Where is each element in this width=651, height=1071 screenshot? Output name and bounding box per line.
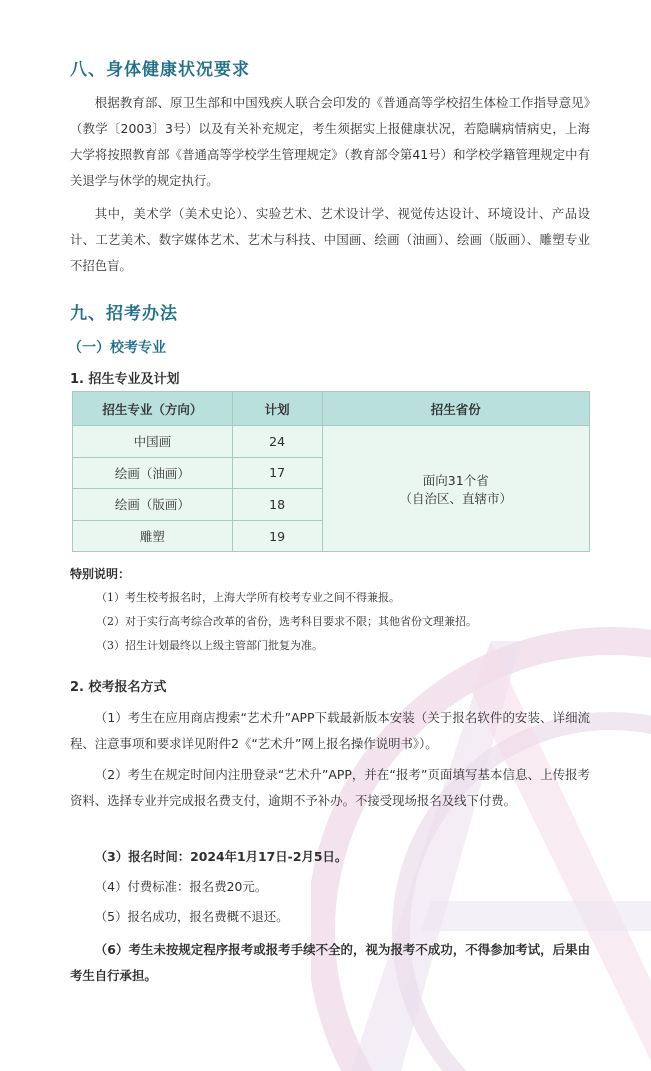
enrollment-plan-table [72, 391, 590, 552]
provinces-line-1: 面向31个省 [422, 472, 489, 488]
note-3: （3）招生计划最终以上级主管部门批复为准。 [96, 639, 323, 652]
major-cell: 中国画 [73, 426, 233, 458]
table-header-row [73, 392, 590, 426]
plan-cell: 18 [232, 489, 322, 521]
provinces-cell [322, 426, 589, 552]
registration-step-1: （1）考生在应用商店搜索“艺术升”APP下载最新版本安装（关于报名软件的安装、详细流程、注意事项和要求详见附件2《“艺术升”网上报名操作说明书》）。 [70, 710, 590, 751]
enrollment-plan-heading: 1. 招生专业及计划 [70, 372, 180, 387]
registration-step-5: （5）报名成功，报名费概不退还。 [94, 909, 289, 924]
section-8-paragraph-2: 其中，美术学（美术史论）、实验艺术、艺术设计学、视觉传达设计、环境设计、产品设计、工艺美术、数字媒体艺术、艺术与科技、中国画、绘画（油画）、绘画（版画）、雕塑专业不招色盲。 [70, 206, 590, 273]
registration-step-3: （3）报名时间：2024年1月17日-2月5日。 [94, 849, 348, 864]
major-cell: 雕塑 [73, 520, 233, 552]
major-cell: 绘画（版画） [73, 489, 233, 521]
provinces-line-2: （自治区、直辖市） [399, 490, 513, 506]
section-9-title: 九、招考办法 [70, 304, 178, 324]
major-cell: 绘画（油画） [73, 457, 233, 489]
plan-cell: 17 [232, 457, 322, 489]
registration-step-6: （6）考生未按规定程序报考或报考手续不全的，视为报考不成功，不得参加考试，后果由考生自行承担。 [70, 942, 590, 983]
note-2: （2）对于实行高考综合改革的省份，选考科目要求不限；其他省份文理兼招。 [96, 615, 477, 628]
section-8-title: 八、身体健康状况要求 [70, 60, 250, 80]
background-decoration [311, 601, 651, 1071]
header-plan: 计划 [232, 392, 322, 426]
section-8-paragraph-1: 根据教育部、原卫生部和中国残疾人联合会印发的《普通高等学校招生体检工作指导意见》（教学〔2003〕3号）以及有关补充规定，考生须据实上报健康状况，若隐瞒病情病史，上海大学将按照教育部《普通高等学校学生管理规定》（教育部令第41号）和学校学籍管理规定中有关退学与休学的规定执行。 [70, 95, 590, 188]
special-notes-title: 特别说明： [70, 567, 131, 581]
plan-cell: 24 [232, 426, 322, 458]
header-provinces: 招生省份 [322, 392, 589, 426]
registration-method-heading: 2. 校考报名方式 [70, 680, 167, 695]
registration-step-4: （4）付费标准：报名费20元。 [94, 879, 268, 894]
plan-cell: 19 [232, 520, 322, 552]
table-row [73, 426, 590, 458]
header-major: 招生专业（方向） [73, 392, 233, 426]
subsection-school-exam-majors: （一）校考专业 [68, 340, 166, 356]
note-1: （1）考生校考报名时，上海大学所有校考专业之间不得兼报。 [96, 591, 400, 604]
registration-step-2: （2）考生在规定时间内注册登录“艺术升”APP，并在“报考”页面填写基本信息、上传报考资料、选择专业并完成报名费支付，逾期不予补办。不接受现场报名及线下付费。 [70, 767, 590, 808]
